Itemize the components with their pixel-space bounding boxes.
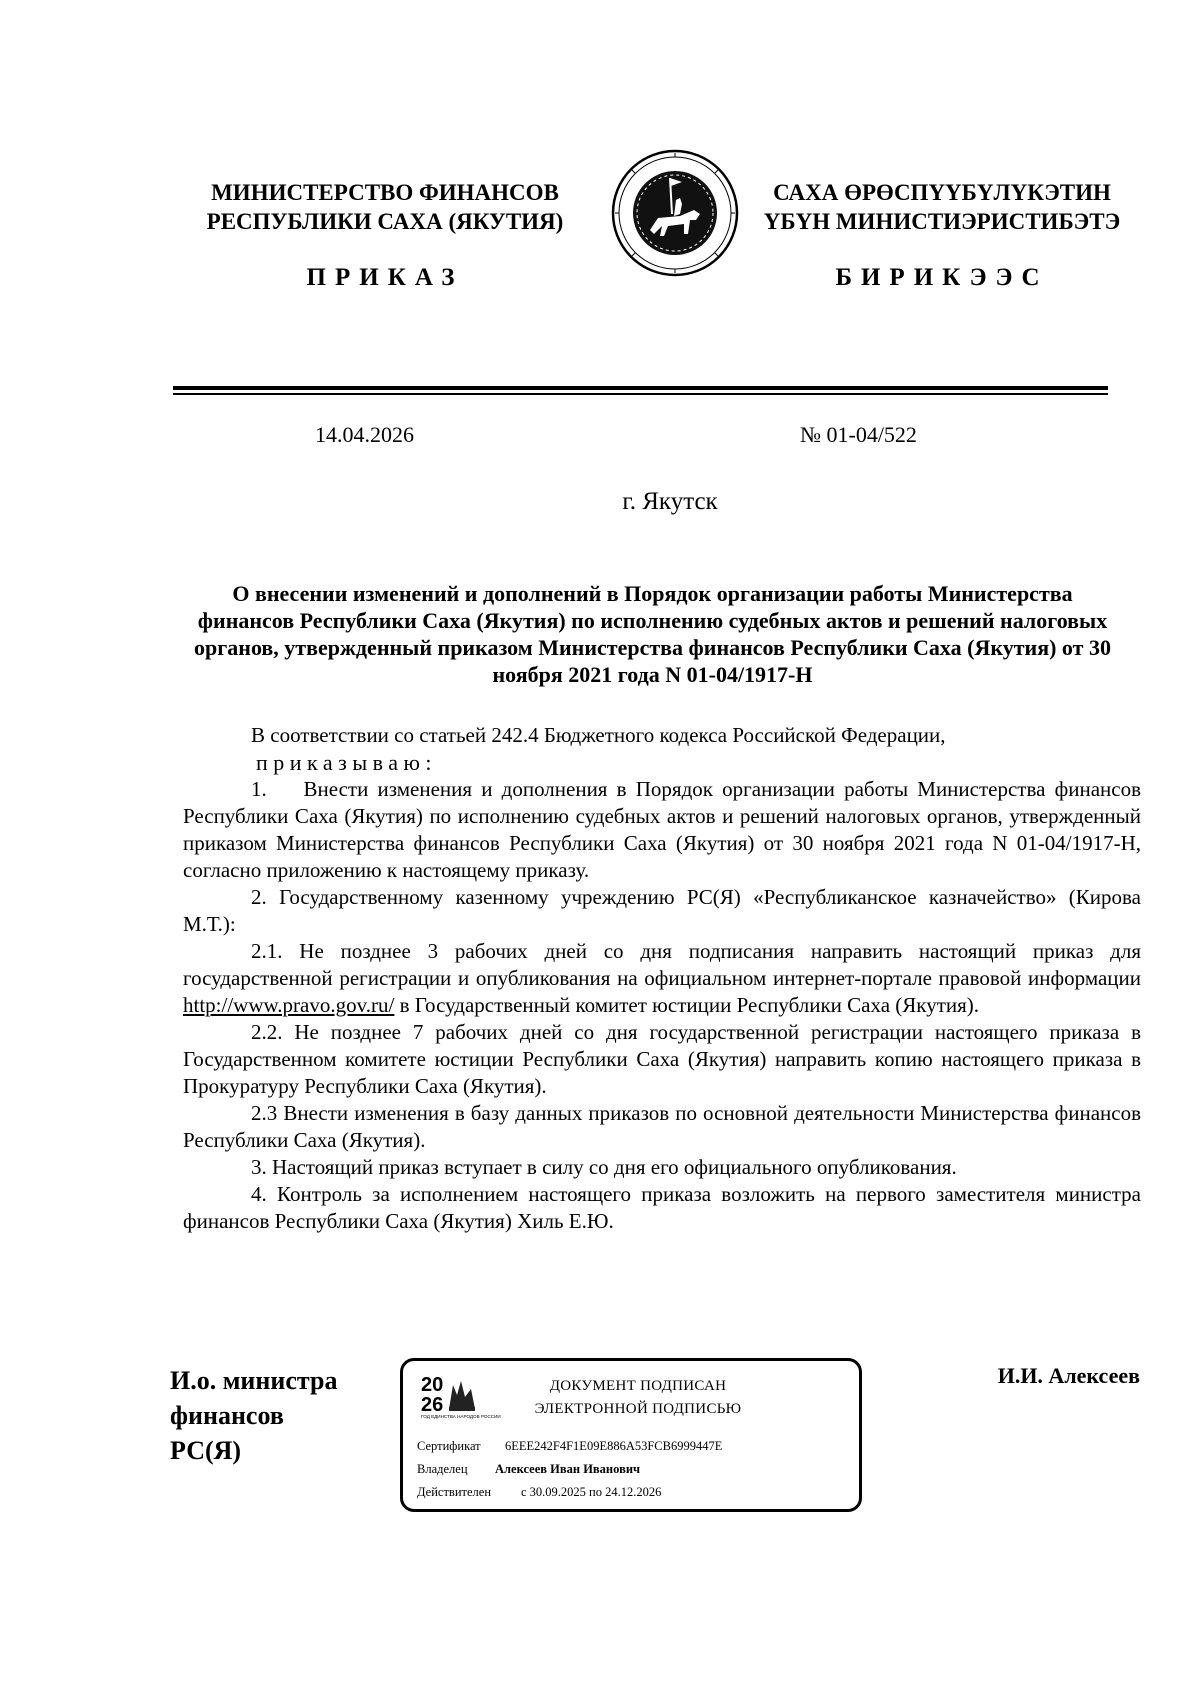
city: г. Якутск [622, 488, 718, 515]
ministry-name-sah-line1: САХА ӨРӨСПҮҮБҮЛҮКЭТИН [773, 180, 1111, 205]
signatory-title-line2: финансов [170, 1401, 284, 1430]
ministry-name-ru [190, 178, 580, 236]
signatory-title-line1: И.о. министра [170, 1366, 338, 1395]
order-heading-sah: БИРИКЭЭС [835, 264, 1049, 291]
stamp-heading-line2: ЭЛЕКТРОННОЙ ПОДПИСЬЮ [534, 1401, 742, 1417]
clause-1: 1. Внести изменения и дополнения в Порядок организации работы Министерства финансов Республики Саха (Якутия) по исполнению судебных актов и решений налоговых органов, утвержденный приказом Министерства финансов Республики Саха (Якутия) от 30 ноября 2021 года N 01-04/1917-Н, согласно приложению к настоящему приказу. [183, 777, 1141, 882]
clause-2: 2. Государственному казенному учреждению РС(Я) «Республиканское казначейство» (Кирова М.Т.): [183, 885, 1141, 936]
document-body [183, 722, 1141, 1235]
decree-word: приказываю: [256, 750, 438, 775]
clause-2-2: 2.2. Не позднее 7 рабочих дней со дня государственной регистрации настоящего приказа в Государственном комитете юстиции Республики Саха (Якутия) направить копию настоящего приказа в Прокуратуру Республики Саха (Якутия). [183, 1020, 1141, 1098]
signatory-title [170, 1363, 337, 1468]
stamp-certificate-row [417, 1439, 722, 1454]
owner-label: Владелец [417, 1462, 468, 1476]
ministry-name-ru-line1: МИНИСТЕРСТВО ФИНАНСОВ [211, 180, 559, 205]
order-date: 14.04.2026 [315, 422, 414, 447]
clause-4: 4. Контроль за исполнением настоящего приказа возложить на первого заместителя министра финансов Республики Саха (Якутия) Хиль Е.Ю. [183, 1182, 1141, 1233]
logo-caption: ГОД ЕДИНСТВА НАРОДОВ РОССИИ [421, 1414, 501, 1419]
clause-2-1 [183, 938, 1141, 1019]
stamp-heading [493, 1375, 783, 1421]
signatory-name: И.И. Алексеев [997, 1363, 1140, 1388]
logo-year-top: 20 [421, 1374, 444, 1396]
clause-2-3: 2.3 Внести изменения в базу данных приказов по основной деятельности Министерства финансов Республики Саха (Якутия). [183, 1101, 1141, 1152]
ministry-name-ru-line2: РЕСПУБЛИКИ САХА (ЯКУТИЯ) [206, 209, 564, 234]
cert-label: Сертификат [417, 1439, 481, 1453]
pravo-link[interactable]: http://www.pravo.gov.ru/ [183, 993, 395, 1017]
clause-2-1-text: 2.1. Не позднее 3 рабочих дней со дня подписания направить настоящий приказ для государственной регистрации и опубликования на официальном интернет-портале правовой информации [183, 939, 1141, 990]
cert-value: 6EEE242F4F1E09E886A53FCB6999447E [505, 1439, 723, 1453]
legal-basis: В соответствии со статьей 242.4 Бюджетного кодекса Российской Федерации, [251, 723, 946, 747]
order-heading-ru: ПРИКАЗ [306, 264, 464, 291]
stamp-validity-row [417, 1485, 661, 1500]
clause-3: 3. Настоящий приказ вступает в силу со дня его официального опубликования. [251, 1155, 957, 1179]
e-signature-stamp [400, 1358, 862, 1512]
ministry-name-sah-line2: ҮБҮН МИНИСТИЭРИСТИБЭТЭ [763, 209, 1121, 234]
stamp-heading-line1: ДОКУМЕНТ ПОДПИСАН [549, 1378, 727, 1394]
year-of-unity-logo-icon [419, 1371, 501, 1429]
valid-value: с 30.09.2025 по 24.12.2026 [521, 1485, 662, 1499]
stamp-owner-row [417, 1462, 640, 1477]
owner-value: Алексеев Иван Иванович [495, 1462, 641, 1476]
order-number: № 01-04/522 [800, 422, 917, 447]
logo-year-bottom: 26 [421, 1394, 444, 1416]
coat-of-arms-icon [610, 148, 740, 278]
clause-2-1-text-end: в Государственный комитет юстиции Республики Саха (Якутия). [394, 993, 980, 1017]
header-divider [173, 386, 1108, 390]
document-title: О внесении изменений и дополнений в Порядок организации работы Министерства финансов Республики Саха (Якутия) по исполнению судебных актов и решений налоговых органов, утвержденный приказом Министерства финансов Республики Саха (Якутия) от 30 ноября 2021 года N 01-04/1917-Н [194, 581, 1111, 687]
header-divider-thin [173, 393, 1108, 395]
signatory-title-line3: РС(Я) [170, 1436, 242, 1465]
ministry-name-sah [762, 178, 1122, 236]
valid-label: Действителен [417, 1485, 492, 1499]
